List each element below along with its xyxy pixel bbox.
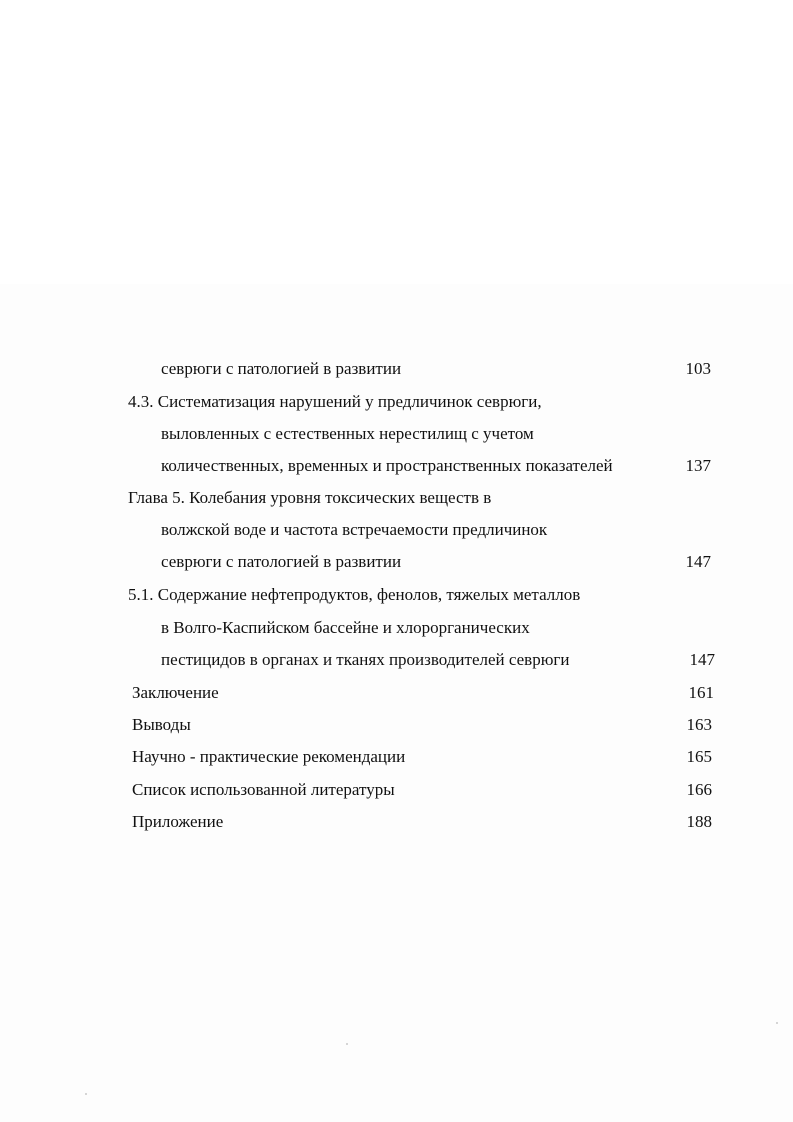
toc-page-number: 147 <box>689 650 715 669</box>
toc-entry-line: севрюги с патологией в развитии <box>161 359 402 378</box>
scan-speck <box>776 1022 778 1024</box>
scan-speck <box>85 1093 87 1095</box>
toc-page-number: 165 <box>686 747 712 766</box>
toc-entry-line: количественных, временных и пространственных показателей <box>161 456 613 475</box>
toc-entry-line: выловленных с естественных нерестилищ с учетом <box>161 424 534 443</box>
toc-entry-line: Список использованной литературы <box>132 780 395 799</box>
toc-page-number: 163 <box>686 715 712 734</box>
toc-entry-line: в Волго-Каспийском бассейне и хлорорганических <box>161 618 530 637</box>
toc-page-number: 161 <box>688 683 714 702</box>
toc-entry-line: Приложение <box>132 812 224 831</box>
toc-entry-line: севрюги с патологией в развитии <box>161 552 402 571</box>
toc-entry-line: Глава 5. Колебания уровня токсических веществ в <box>128 488 492 507</box>
toc-entry-line: Выводы <box>132 715 191 734</box>
toc-entry-line: 5.1. Содержание нефтепродуктов, фенолов, тяжелых металлов <box>128 585 581 604</box>
toc-page-number: 137 <box>685 456 711 475</box>
toc-entry-line: пестицидов в органах и тканях производителей севрюги <box>161 650 570 669</box>
toc-page-number: 147 <box>685 552 711 571</box>
toc-page-number: 166 <box>686 780 712 799</box>
toc-page-number: 103 <box>685 359 711 378</box>
toc-page-number: 188 <box>686 812 712 831</box>
toc-entry-line: Заключение <box>132 683 219 702</box>
toc-entry-line: Научно - практические рекомендации <box>132 747 406 766</box>
toc-entry-line: 4.3. Систематизация нарушений у предличинок севрюги, <box>128 392 542 411</box>
scan-speck <box>346 1043 348 1045</box>
toc-entry-line: волжской воде и частота встречаемости предличинок <box>161 520 548 539</box>
